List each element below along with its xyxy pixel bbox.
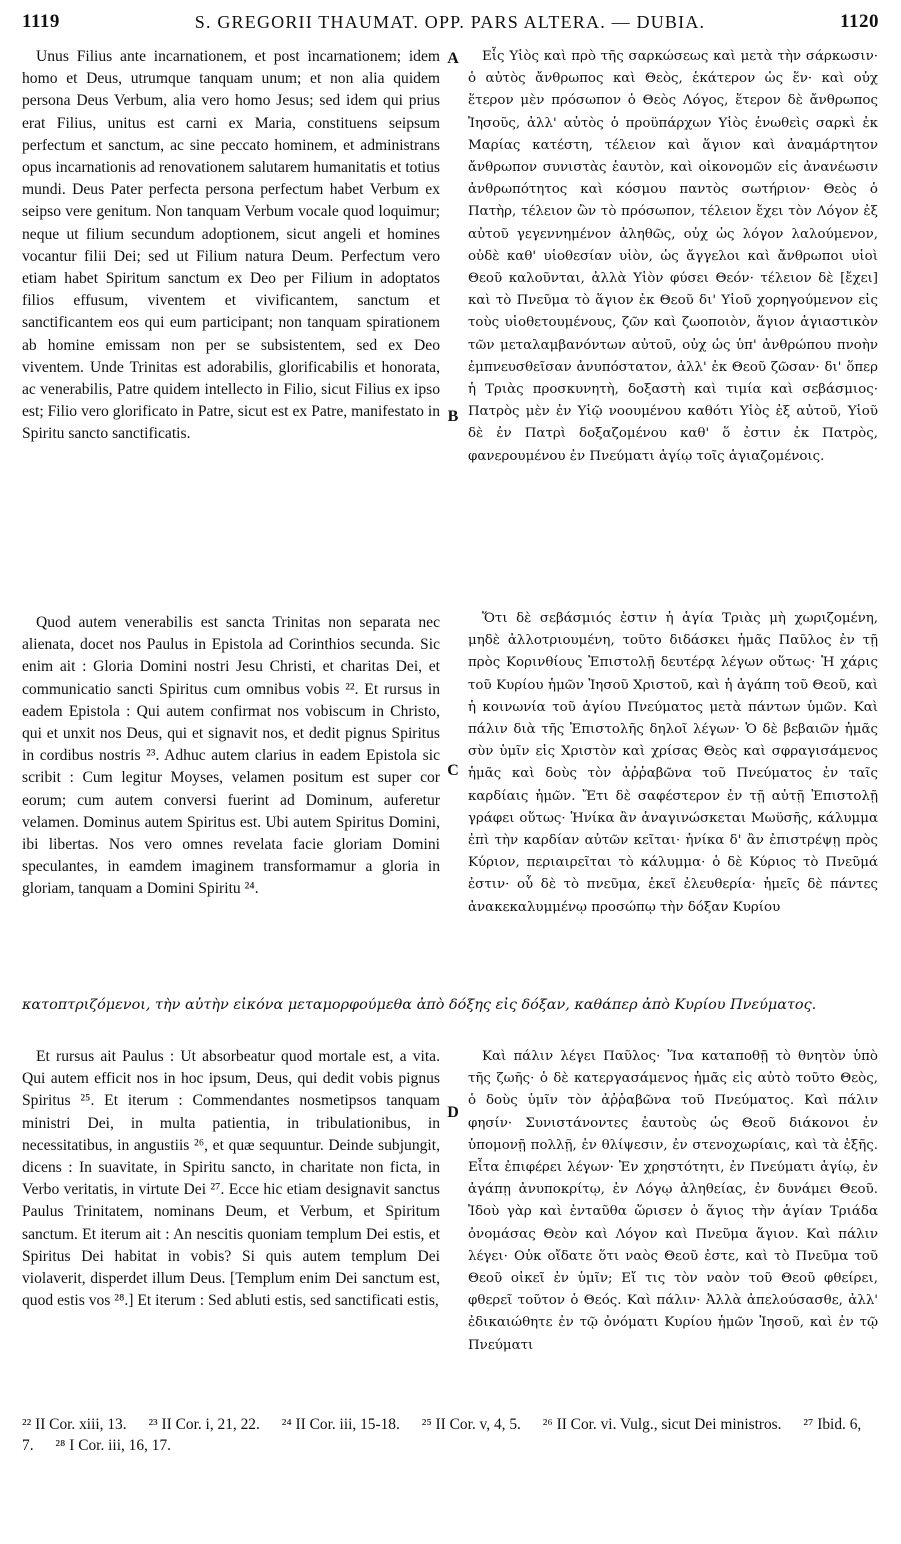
footnote: ²² II Cor. xiii, 13. — [22, 1416, 127, 1433]
latin-paragraph: Unus Filius ante incarnationem, et post incarnationem; idem homo et Deus, utrumque tanquam unum; et non alia quidem persona Deus Verbum, alia vero homo Jesus; sed idem qui prius erat Filius, unitus est carni ex Maria, constituens seipsum perfectum et sanctum, ac sine peccato hominem, et administrans opus incarnationis ad renovationem salutarem humanitatis et totius mundi. Deus Pater perfecta persona perfectum habet Verbum ex seipso vere genitum. Non tanquam Verbum vocale quod loquimur; neque ut filium secundum adoptionem, sicut angeli et homines vocantur filii Dei; sed ut Filium natura Deum. Perfectum vero etiam habet Spiritum sanctum ex Deo per Filium in adoptatos filios effusum, viventem et vivificantem, sanctum et sanctificantem eos qui eum participant; non tanquam spirationem ab homine emissam non per se subsistentem, sed ex Deo viventem. Unde Trinitas est adorabilis, glorificabilis et honorata, ac venerabilis, Patre quidem intellecto in Filio, sicut Filius ex ipso est; Filio vero glorificato in Patre, sicut est ex Patre, manifestato in Spiritu sancto sanctificatis. — [22, 48, 440, 443]
latin-column-section-3 — [22, 1046, 440, 1404]
footnote: ²⁵ II Cor. v, 4, 5. — [421, 1416, 521, 1433]
margin-letter-b: B — [447, 408, 459, 425]
margin-letter-d: D — [447, 1104, 459, 1121]
footnote: ²⁸ I Cor. iii, 16, 17. — [55, 1437, 171, 1454]
latin-column-section-1 — [22, 46, 440, 606]
margin-letter-c: C — [447, 762, 459, 779]
margin-letter-a: A — [447, 50, 459, 67]
greek-column-section-3 — [468, 1046, 878, 1404]
footnote: ²⁴ II Cor. iii, 15-18. — [281, 1416, 400, 1433]
latin-column-section-2 — [22, 612, 440, 980]
greek-fullwidth-line: κατοπτριζόμενοι, τὴν αὐτὴν εἰκόνα μεταμορφούμεθα ἀπὸ δόξης εἰς δόξαν, καθάπερ ἀπὸ Κυρίου Πνεύματος. — [22, 997, 817, 1013]
greek-column-section-1 — [468, 46, 878, 562]
greek-paragraph: Εἷς Υἱὸς καὶ πρὸ τῆς σαρκώσεως καὶ μετὰ τὴν σάρκωσιν· ὁ αὐτὸς ἄνθρωπος καὶ Θεὸς, ἑκάτερον ὡς ἕν· καὶ οὐχ ἕτερον μὲν πρόσωπον ὁ Θεὸς Λόγος, ἕτερον δὲ ἄνθρωπος Ἰησοῦς, ἀλλ' αὐτὸς ὁ προϋπάρχων Υἱὸς ἑνωθεὶς σαρκὶ ἐκ Μαρίας κατέστη, τέλειον καὶ ἅγιον καὶ ἀναμάρτητον ἄνθρωπον συνιστὰς ἑαυτὸν, καὶ οἰκονομῶν εἰς ἀνανέωσιν ἀνθρωπότητος καὶ κόσμου παντὸς σωτήριον· Θεὸς ὁ Πατὴρ, τέλειον ὢν τὸ πρόσωπον, τέλειον ἔχει τὸν Λόγον ἐξ αὐτοῦ γεγεννημένον ἀληθῶς, οὐχ ὡς λόγον λαλούμενον, οὐδὲ καθ' υἱοθεσίαν υἱὸν, ὡς ἄγγελοι καὶ ἄνθρωποι υἱοὶ Θεοῦ καλοῦνται, ἀλλὰ Υἱὸν φύσει Θεόν· τέλειον δὲ [ἔχει] καὶ τὸ Πνεῦμα τὸ ἅγιον ἐκ Θεοῦ δι' Υἱοῦ χορηγούμενον εἰς τοὺς υἱοθετουμένους, ζῶν καὶ ζωοποιὸν, ἅγιον ἁγιαστικὸν τῶν μεταλαμβανόντων αὐτοῦ, οὐχ ὡς ὑπ' ἀνθρώπου πνοὴν ἐμπνευσθεῖσαν ἀνυπόστατον, ἀλλ' ἐκ Θεοῦ ζῶσαν· δι' ὅπερ ἡ Τριὰς προσκυνητὴ, δοξαστὴ καὶ τιμία καὶ σεβάσμιος· Πατρὸς μὲν ἐν Υἱῷ νοουμένου καθότι Υἱὸς ἐξ αὐτοῦ, Υἱοῦ δὲ ἐν Πατρὶ δοξαζομένου καθ' ὅ ἐστιν ἐκ Πατρὸς, φανερουμένου ἐν Πνεύματι ἁγίῳ τοῖς ἁγιαζομένοις. — [468, 49, 878, 464]
greek-column-section-2 — [468, 608, 878, 982]
latin-paragraph: Quod autem venerabilis est sancta Trinitas non separata nec alienata, docet nos Paulus in Epistola ad Corinthios secunda. Sic enim ait : Gloria Domini nostri Jesu Christi, et charitas Dei, et communicatio sancti Spiritus cum omnibus vobis ²². Et rursus in eadem Epistola : Qui autem confirmat nos vobiscum in Christo, qui et unxit nos Deus, qui et signavit nos, et dedit pignus Spiritus in cordibus nostris ²³. Adhuc autem clarius in eadem Epistola sic scribit : Cum legitur Moyses, velamen positum est super cor eorum; cum autem conversi fuerint ad Dominum, auferetur velamen. Dominus autem Spiritus est. Ubi autem Spiritus Domini, ibi libertas. Nos vero omnes revelata facie gloriam Domini speculantes, in eamdem imaginem transformamur a gloria in gloriam, tanquam a Domini Spiritu ²⁴. — [22, 614, 440, 898]
footnotes — [22, 1414, 879, 1456]
running-title: S. GREGORII THAUMAT. OPP. PARS ALTERA. — DUBIA. — [194, 11, 706, 32]
greek-paragraph: Καὶ πάλιν λέγει Παῦλος· Ἵνα καταποθῇ τὸ θνητὸν ὑπὸ τῆς ζωῆς· ὁ δὲ κατεργασάμενος ἡμᾶς εἰς αὐτὸ τοῦτο Θεὸς, ὁ δοὺς ὑμῖν τὸν ἀῤῥαβῶνα τοῦ Πνεύματος. Καὶ πάλιν φησίν· Συνιστάνοντες ἑαυτοὺς ὡς Θεοῦ διάκονοι ἐν ὑπομονῇ πολλῇ, ἐν θλίψεσιν, ἐν στενοχωρίαις, καὶ τὰ ἑξῆς. Εἶτα ἐπιφέρει λέγων· Ἐν χρηστότητι, ἐν Πνεύματι ἁγίῳ, ἐν ἀγάπῃ ἀνυποκρίτῳ, ἐν Λόγῳ ἀληθείας, ἐν δυνάμει Θεοῦ. Ἰδοὺ γὰρ καὶ ἐνταῦθα ὥρισεν ὁ ἅγιος τὴν ἁγίαν Τριάδα ὀνομάσας Θεὸν καὶ Λόγον καὶ Πνεῦμα ἅγιον. Καὶ πάλιν λέγει· Οὐκ οἴδατε ὅτι ναὸς Θεοῦ ἐστε, καὶ τὸ Πνεῦμα τοῦ Θεοῦ οἰκεῖ ἐν ὑμῖν; Εἴ τις τὸν ναὸν τοῦ Θεοῦ φθείρει, φθερεῖ τοῦτον ὁ Θεός. Καὶ πάλιν· Ἀλλὰ ἀπελούσασθε, ἀλλ' ἐδικαιώθητε ἐν τῷ ὀνόματι Κυρίου ἡμῶν Ἰησοῦ, καὶ ἐν τῷ Πνεύματι — [468, 1049, 878, 1353]
footnote: ²³ II Cor. i, 21, 22. — [148, 1416, 260, 1433]
footnote: ²⁷ Ibid. 6, 7. — [22, 1416, 862, 1454]
greek-paragraph: Ὅτι δὲ σεβάσμιός ἐστιν ἡ ἁγία Τριὰς μὴ χωριζομένη, μηδὲ ἀλλοτριουμένη, τοῦτο διδάσκει ἡμᾶς Παῦλος ἐν τῇ πρὸς Κορινθίους Ἐπιστολῇ δευτέρᾳ λέγων οὕτως· Ἡ χάρις τοῦ Κυρίου ἡμῶν Ἰησοῦ Χριστοῦ, καὶ ἡ ἀγάπη τοῦ Θεοῦ, καὶ ἡ κοινωνία τοῦ ἁγίου Πνεύματος μετὰ πάντων ὑμῶν. Καὶ πάλιν διὰ τῆς Ἐπιστολῆς δηλοῖ λέγων· Ὁ δὲ βεβαιῶν ἡμᾶς σὺν ὑμῖν εἰς Χριστὸν καὶ χρίσας Θεὸς καὶ σφραγισάμενος ἡμᾶς καὶ δοὺς τὸν ἀῤῥαβῶνα τοῦ Πνεύματος ἐν ταῖς καρδίαις ἡμῶν. Ἔτι δὲ σαφέστερον ἐν τῇ αὐτῇ Ἐπιστολῇ γράφει οὕτως· Ἡνίκα ἂν ἀναγινώσκεται Μωϋσῆς, κάλυμμα ἐπὶ τὴν καρδίαν αὐτῶν κεῖται· ἡνίκα δ' ἂν ἐπιστρέψῃ πρὸς Κύριον, περιαιρεῖται τὸ κάλυμμα· ὁ δὲ Κύριος τὸ Πνεῦμά ἐστιν· οὗ δὲ τὸ πνεῦμα, ἐκεῖ ἐλευθερία· ἡμεῖς δὲ πάντες ἀνακεκαλυμμένῳ προσώπῳ τὴν δόξαν Κυρίου — [468, 611, 878, 915]
latin-paragraph: Et rursus ait Paulus : Ut absorbeatur quod mortale est, a vita. Qui autem efficit nos in hoc ipsum, Deus, qui dedit vobis pignus Spiritus ²⁵. Et iterum : Commendantes nosmetipsos tanquam ministri Dei, in multa patientia, in tribulationibus, in necessitatibus, in angustiis ²⁶, et quæ sequuntur. Deinde subjungit, dicens : In suavitate, in Spiritu sancto, in charitate non ficta, in Verbo veritatis, in virtute Dei ²⁷. Ecce hic etiam designavit sanctus Paulus Trinitatem, nominans Deum, et Verbum, et Spiritum sanctum. Et iterum ait : An nescitis quoniam templum Dei estis, et Spiritus Dei habitat in vobis? Si quis autem templum Dei violaverit, disperdet illum Deus. [Templum enim Dei sanctum est, quod estis vos ²⁸.] Et iterum : Sed abluti estis, sed sanctificati estis, — [22, 1048, 440, 1310]
footnote: ²⁶ II Cor. vi. Vulg., sicut Dei ministros. — [542, 1416, 782, 1433]
left-page-number: 1119 — [22, 11, 60, 32]
page-header — [22, 6, 879, 38]
right-page-number: 1120 — [840, 11, 879, 32]
